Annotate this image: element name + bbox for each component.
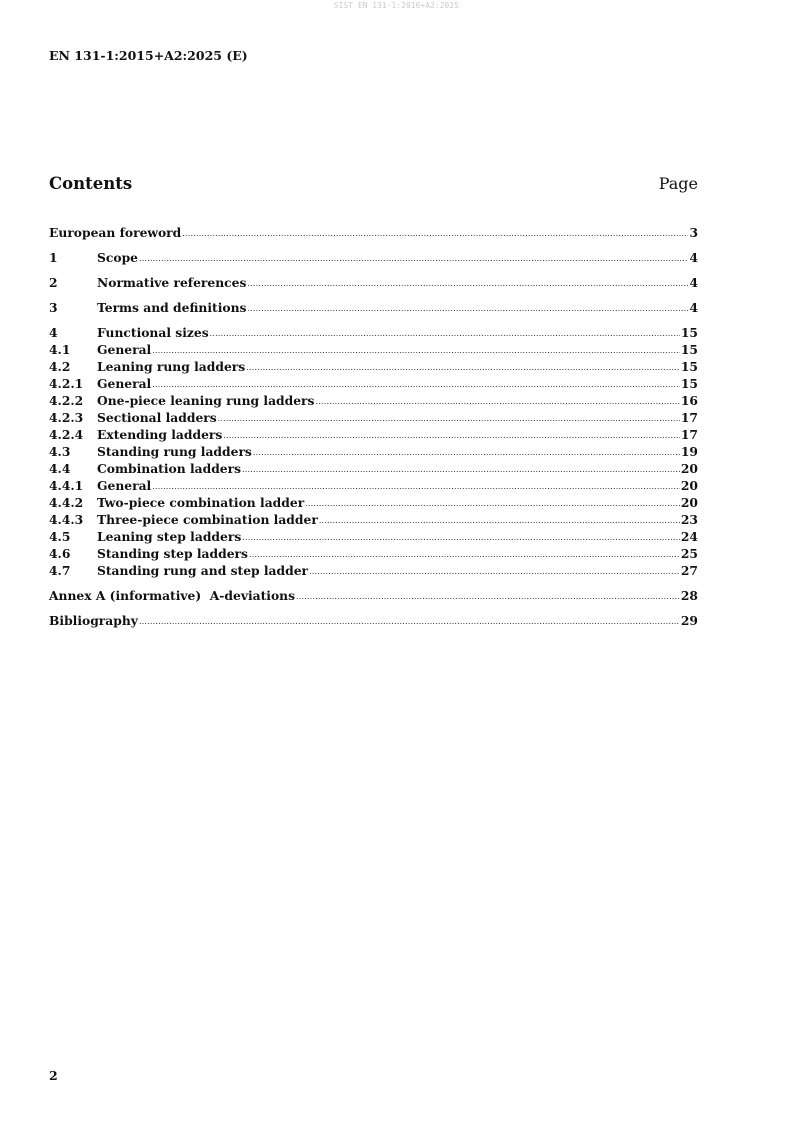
toc-title: Normative references [97,275,247,290]
toc-leader-dots [223,427,680,444]
toc-entry-functional-sizes[interactable] [49,324,698,341]
toc-title: General [97,376,152,391]
toc-page: 27 [680,563,698,578]
toc-title: Standing rung ladders [97,444,252,459]
toc-page: 15 [680,342,698,357]
toc-entry-standing-rung-and-step-ladder[interactable] [49,562,698,579]
toc-page: 20 [680,478,698,493]
toc-page: 29 [680,613,698,628]
toc-entry-european-foreword[interactable] [49,224,698,241]
toc-entry-sectional-ladders[interactable] [49,409,698,426]
toc-leader-dots [152,376,680,393]
toc-leader-dots [247,275,688,292]
toc-entry-bibliography[interactable] [49,612,698,629]
toc-page: 25 [680,546,698,561]
toc-page: 3 [689,225,698,240]
toc-number: 4.2 [49,359,71,374]
document-id: EN 131-1:2015+A2:2025 (E) [49,48,248,63]
toc-number: 4.2.4 [49,427,84,442]
toc-leader-dots [309,563,680,580]
toc-leader-dots [218,410,680,427]
toc-page: 24 [680,529,698,544]
toc-leader-dots [253,444,680,461]
toc-leader-dots [152,478,680,495]
toc-number: 2 [49,275,58,290]
toc-leader-dots [139,613,680,630]
toc-page: 17 [680,427,698,442]
page-number: 2 [49,1068,58,1083]
toc-title: Annex A (informative) A-deviations [49,588,296,603]
toc-number: 4.7 [49,563,71,578]
toc-leader-dots [247,300,688,317]
toc-title: General [97,478,152,493]
toc-entry-4-4-1-general[interactable] [49,477,698,494]
toc-page: 19 [680,444,698,459]
toc-entry-standing-rung-ladders[interactable] [49,443,698,460]
toc-leader-dots [242,461,680,478]
toc-title: European foreword [49,225,182,240]
toc-title: Bibliography [49,613,138,628]
toc-page: 4 [689,275,698,290]
toc-title: Leaning step ladders [97,529,242,544]
toc-entry-leaning-rung-ladders[interactable] [49,358,698,375]
toc-leader-dots [210,325,680,342]
toc-entry-combination-ladders[interactable] [49,460,698,477]
toc-title: Three-piece combination ladder [97,512,318,527]
toc-number: 4.6 [49,546,71,561]
toc-leader-dots [315,393,679,410]
toc-leader-dots [296,588,680,605]
toc-entry-scope[interactable] [49,249,698,266]
toc-title: Scope [97,250,138,265]
toc-page: 20 [680,461,698,476]
toc-leader-dots [319,512,680,529]
toc-leader-dots [139,250,688,267]
toc-leader-dots [305,495,680,512]
toc-leader-dots [242,529,680,546]
toc-page: 4 [689,300,698,315]
toc-number: 4.1 [49,342,71,357]
table-of-contents [49,224,698,629]
contents-title: Contents [49,174,133,193]
toc-entry-leaning-step-ladders[interactable] [49,528,698,545]
toc-page: 16 [680,393,698,408]
watermark: SIST EN 131-1:2016+A2:2025 [333,1,460,10]
toc-entry-terms-and-definitions[interactable] [49,299,698,316]
toc-page: 17 [680,410,698,425]
toc-title: Functional sizes [97,325,209,340]
toc-leader-dots [249,546,680,563]
toc-entry-4-2-1-general[interactable] [49,375,698,392]
toc-leader-dots [246,359,680,376]
toc-entry-standing-step-ladders[interactable] [49,545,698,562]
toc-page: 15 [680,359,698,374]
toc-entry-extending-ladders[interactable] [49,426,698,443]
toc-number: 4.4.1 [49,478,84,493]
toc-page: 20 [680,495,698,510]
toc-number: 4.4 [49,461,71,476]
toc-number: 4 [49,325,58,340]
toc-leader-dots [182,225,688,242]
toc-entry-two-piece-combination-ladder[interactable] [49,494,698,511]
toc-entry-annex-a[interactable] [49,587,698,604]
toc-title: Standing rung and step ladder [97,563,309,578]
toc-title: General [97,342,152,357]
toc-entry-one-piece-leaning-rung-ladders[interactable] [49,392,698,409]
page-column-label: Page [658,174,698,193]
toc-title: Leaning rung ladders [97,359,246,374]
toc-entry-three-piece-combination-ladder[interactable] [49,511,698,528]
toc-title: Standing step ladders [97,546,248,561]
toc-title: Extending ladders [97,427,223,442]
toc-number: 4.2.1 [49,376,84,391]
toc-leader-dots [152,342,680,359]
toc-title: Terms and definitions [97,300,247,315]
toc-page: 28 [680,588,698,603]
toc-title: One-piece leaning rung ladders [97,393,315,408]
toc-page: 4 [689,250,698,265]
toc-page: 15 [680,376,698,391]
toc-title: Two-piece combination ladder [97,495,305,510]
toc-number: 4.4.3 [49,512,84,527]
toc-number: 1 [49,250,58,265]
toc-number: 4.2.2 [49,393,84,408]
toc-entry-normative-references[interactable] [49,274,698,291]
toc-title: Combination ladders [97,461,242,476]
toc-number: 4.4.2 [49,495,84,510]
toc-number: 4.3 [49,444,71,459]
toc-entry-4-1-general[interactable] [49,341,698,358]
toc-number: 4.2.3 [49,410,84,425]
toc-title: Sectional ladders [97,410,217,425]
toc-page: 15 [680,325,698,340]
toc-number: 4.5 [49,529,71,544]
toc-page: 23 [680,512,698,527]
toc-number: 3 [49,300,58,315]
